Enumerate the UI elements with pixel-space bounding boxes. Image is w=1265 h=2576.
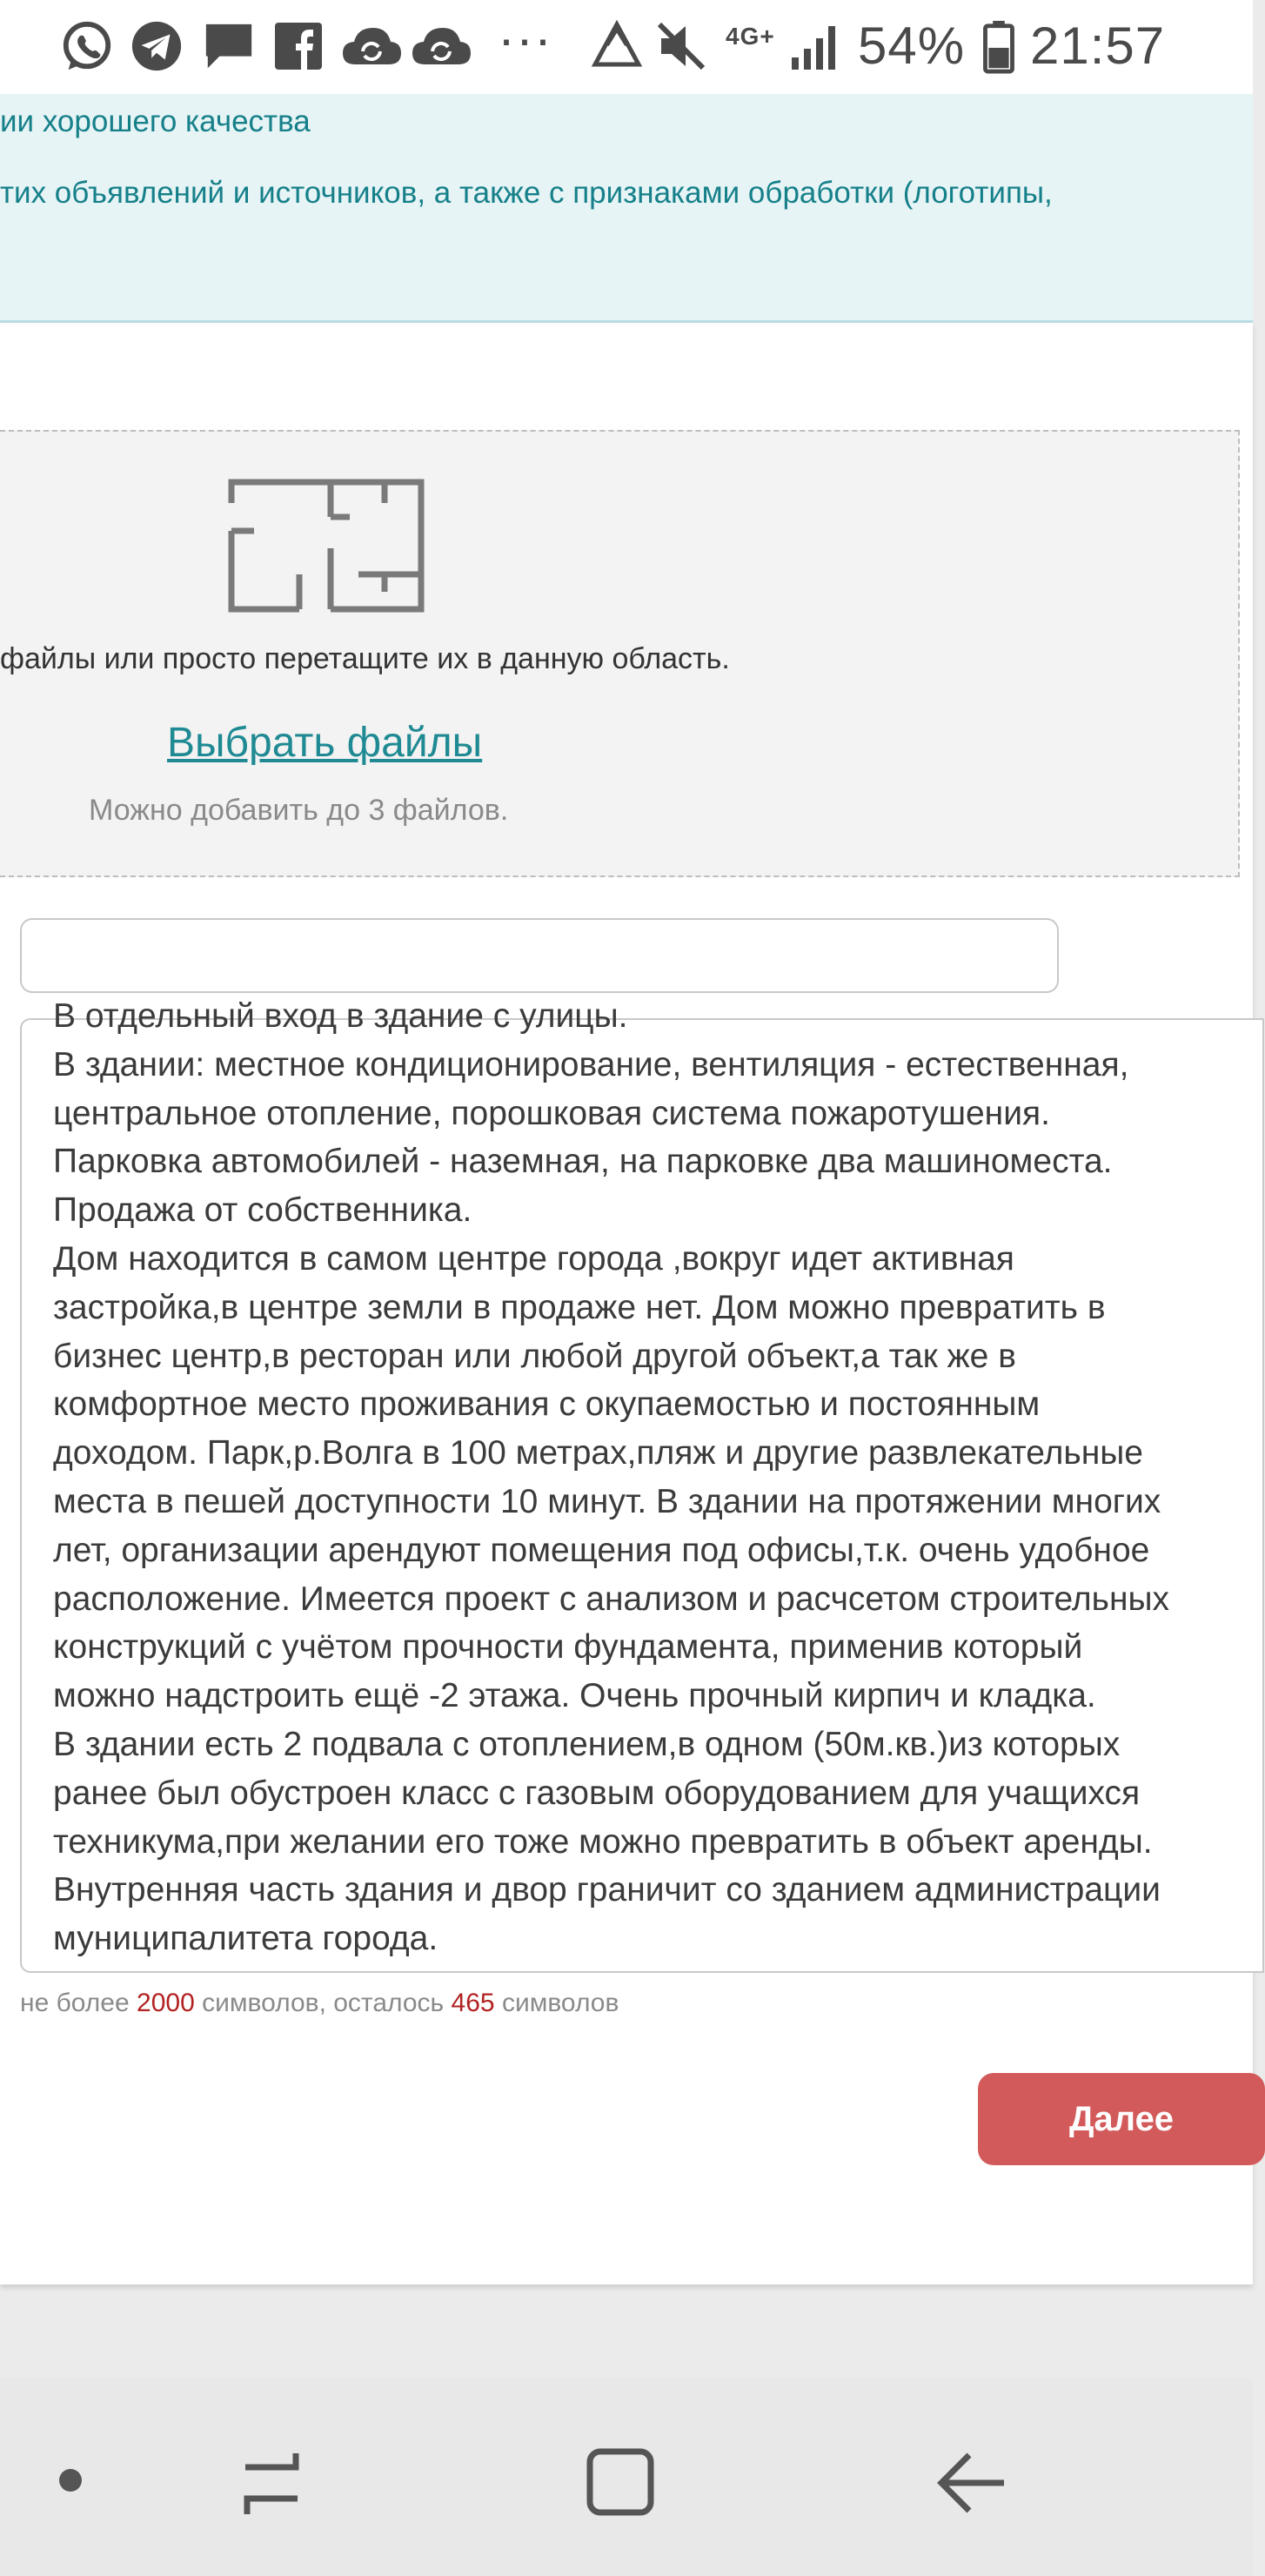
description-line: Дом находится в самом центре города ,вокруг идет активная (53, 1239, 1014, 1278)
status-bar (0, 0, 1253, 94)
home-icon[interactable] (585, 2446, 656, 2518)
description-line: застройка,в центре земли в продаже нет. Дом можно превратить в (53, 1288, 1106, 1326)
description-line: ранее был обустроен класс с газовым оборудованием для учащихся (53, 1774, 1141, 1812)
description-textarea[interactable] (20, 997, 1264, 1973)
counter-middle: символов, осталось (202, 1989, 445, 2017)
message-icon (200, 19, 258, 73)
description-line: места в пешей доступности 10 минут. В здании на протяжении многих (53, 1482, 1161, 1520)
description-line: центральное отопление, порошковая система пожаротушения. (53, 1094, 1050, 1132)
signal-icon (788, 19, 842, 73)
description-line: В отдельный вход в здание с улицы. (53, 997, 628, 1035)
next-button[interactable]: Далее (978, 2073, 1265, 2165)
description-line: лет, организации арендуют помещения под офисы,т.к. очень удобное (53, 1531, 1150, 1569)
description-line: Парковка автомобилей - наземная, на парковке два машиноместа. (53, 1143, 1113, 1181)
description-line: можно надстроить ещё -2 этажа. Очень прочный кирпич и кладка. (53, 1677, 1096, 1715)
description-text (53, 992, 1254, 1963)
counter-suffix: символов (501, 1989, 619, 2017)
description-line: конструкций с учётом прочности фундамента, применив который (53, 1628, 1083, 1667)
info-banner-line: ии хорошего качества (0, 104, 311, 138)
cloud-sync-icon (341, 19, 402, 73)
info-banner (0, 94, 1253, 323)
counter-prefix: не более (20, 1989, 130, 2017)
dot-icon[interactable] (57, 2467, 84, 2493)
file-limit-note: Можно добавить до 3 файлов. (89, 794, 509, 827)
description-line: В здании есть 2 подвала с отоплением,в одном (50м.кв.)из которых (53, 1725, 1121, 1763)
character-counter (20, 1989, 619, 2018)
system-nav-bar (0, 2378, 1253, 2576)
mute-icon (654, 19, 708, 73)
choose-files-link[interactable]: Выбрать файлы (167, 720, 483, 766)
dropzone-instruction: файлы или просто перетащите их в данную область. (0, 642, 730, 675)
description-line: Продажа от собственника. (53, 1191, 472, 1230)
recent-apps-icon[interactable] (237, 2448, 306, 2518)
description-line: доходом. Парк,р.Волга в 100 метрах,пляж и другие развлекательные (53, 1434, 1143, 1472)
description-line: муниципалитета города. (53, 1920, 438, 1958)
description-line: расположение. Имеется проект с анализом и расчсетом строительных (53, 1580, 1170, 1618)
description-line: техникума,при желании его тоже можно превратить в объект аренды. (53, 1822, 1153, 1861)
description-line: В здании: местное кондиционирование, вентиляция - естественная, (53, 1045, 1129, 1083)
description-line: комфортное место проживания с окупаемостью и постоянным (53, 1385, 1041, 1424)
cloud-sync-icon (411, 19, 472, 73)
description-line: бизнес центр,в ресторан или любой другой объект,а так же в (53, 1337, 1016, 1375)
info-banner-line: тих объявлений и источников, а также с признаками обработки (логотипы, (0, 176, 1053, 210)
network-type-label: 4G+ (726, 23, 775, 50)
whatsapp-icon (59, 19, 115, 73)
floor-plan-icon (228, 479, 425, 614)
telegram-icon (129, 19, 184, 73)
more-notifications-indicator: ··· (498, 10, 552, 68)
counter-remaining: 465 (451, 1989, 495, 2017)
battery-percent: 54% (858, 17, 966, 75)
back-icon[interactable] (934, 2448, 1007, 2518)
recycle-icon (588, 19, 646, 73)
description-line: Внутренняя часть здания и двор граничит со зданием администрации (53, 1871, 1161, 1909)
facebook-icon (271, 19, 325, 73)
counter-max: 2000 (137, 1989, 195, 2017)
clock-time: 21:57 (1030, 17, 1166, 75)
title-input[interactable] (20, 918, 1059, 993)
battery-icon (981, 19, 1016, 73)
